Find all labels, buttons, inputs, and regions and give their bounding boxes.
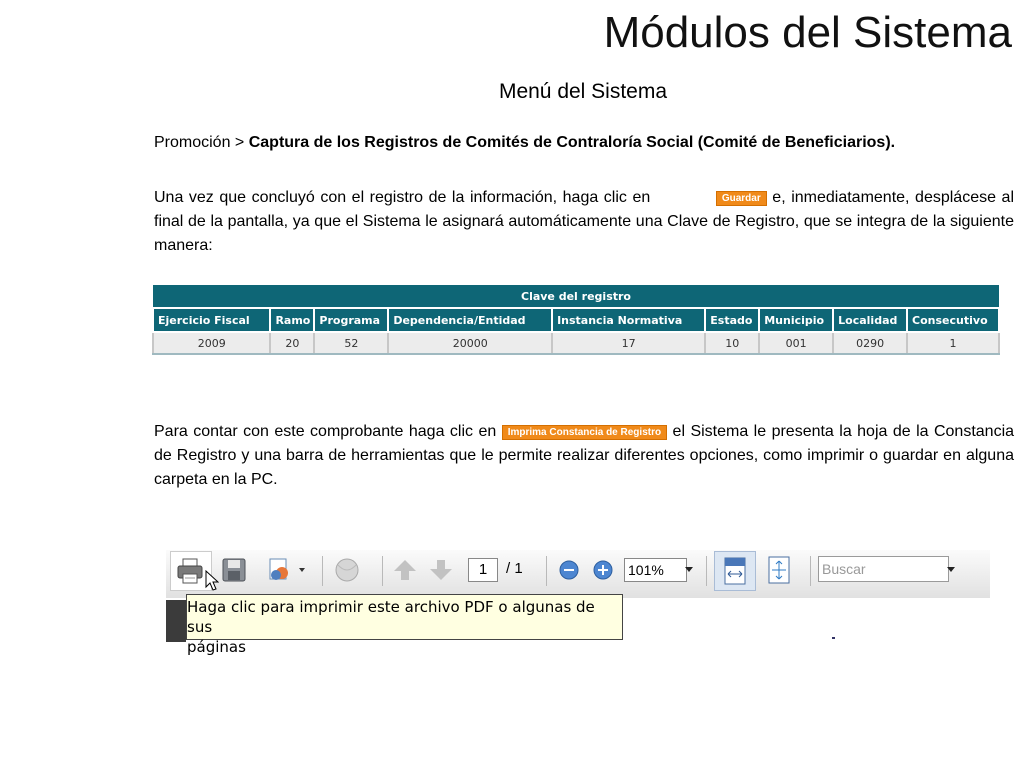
share-icon [266,555,306,585]
subtitle-text: Menú del Sistema [498,80,668,103]
pdf-side-strip [166,600,186,642]
col-header: Municipio [759,308,833,332]
arrow-up-icon [392,557,418,583]
table-row [153,332,999,354]
clave-registro-table [152,285,1000,355]
fit-page-icon [766,555,792,585]
instruction-paragraph-1 [154,186,1014,258]
fit-width-button[interactable] [714,551,756,591]
table-cell: 10 [705,332,759,354]
guardar-button[interactable]: Guardar [716,191,767,206]
table-cell: 2009 [153,332,270,354]
col-header: Dependencia/Entidad [388,308,552,332]
table-cell: 20000 [388,332,552,354]
table-cell: 001 [759,332,833,354]
table-cell: 0290 [833,332,907,354]
share-button[interactable] [266,550,306,590]
zoom-out-button[interactable] [558,550,580,590]
fit-page-button[interactable] [766,550,792,590]
network-icon [332,555,362,585]
col-header: Localidad [833,308,907,332]
save-button[interactable] [220,550,248,590]
page-number-input[interactable]: 1 [468,558,498,582]
zoom-select[interactable]: 101% [624,558,687,582]
para2-after: el Sistema le presenta la hoja de la Constancia de Registro y una barra de herramientas que le permite realizar diferentes opciones, como imprimir o guardar en alguna carpeta en la PC. [154,423,1015,488]
para2-before: Para contar con este comprobante haga clic en [154,423,497,440]
breadcrumb [154,131,1014,155]
save-icon [220,556,248,584]
para1-after: e, inmediatamente, desplácese al final de la pantalla, ya que el Sistema le asignará automáticamente una Clave de Registro, que se integra de la siguiente manera: [154,189,1014,254]
chevron-down-icon [684,566,694,574]
col-header: Ramo [270,308,314,332]
pdf-toolbar [166,550,990,599]
table-cell: 52 [314,332,388,354]
table-cell: 1 [907,332,999,354]
col-header: Consecutivo [907,308,999,332]
tooltip-line-1: Haga clic para imprimir este archivo PDF o algunas de sus [187,598,595,636]
slide-subtitle [0,80,1024,104]
zoom-in-icon [592,559,614,581]
next-page-button[interactable] [428,550,454,590]
breadcrumb-prefix: Promoción > [154,134,245,151]
col-header: Programa [314,308,388,332]
table-cell: 17 [552,332,705,354]
search-dropdown-icon [946,566,956,574]
col-header: Ejercicio Fiscal [153,308,270,332]
table-cell: 20 [270,332,314,354]
print-button[interactable] [170,551,212,591]
cursor-icon [205,570,219,592]
para1-before: Una vez que concluyó con el registro de la información, haga clic en [154,189,651,206]
artifact-dot [832,637,835,639]
zoom-out-icon [558,559,580,581]
instruction-paragraph-2 [154,420,1014,492]
table-caption: Clave del registro [153,285,999,308]
print-icon [175,556,205,586]
page-total: / 1 [506,560,523,577]
imprima-constancia-button[interactable]: Imprima Constancia de Registro [502,425,667,440]
fit-width-icon [722,556,748,586]
tooltip-line-2: páginas [187,638,246,656]
print-tooltip [186,594,623,656]
arrow-down-icon [428,557,454,583]
col-header: Estado [705,308,759,332]
breadcrumb-current: Captura de los Registros de Comités de Contraloría Social (Comité de Beneficiarios). [248,134,896,151]
zoom-in-button[interactable] [592,550,614,590]
search-input[interactable]: Buscar [818,556,949,582]
previous-page-button[interactable] [392,550,418,590]
network-button[interactable] [332,550,362,590]
col-header: Instancia Normativa [552,308,705,332]
slide-title: Módulos del Sistema [603,8,1012,57]
